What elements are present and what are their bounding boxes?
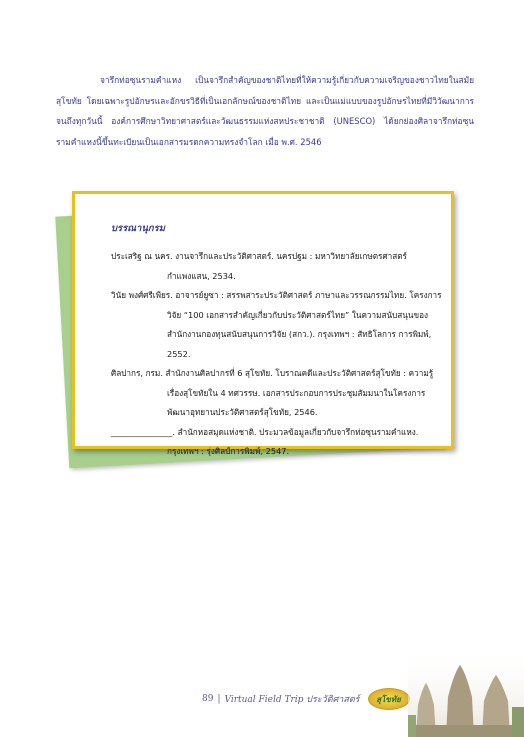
bibliography-entry: _______________. สำนักหอสมุดแห่งชาติ. ประมวลข้อมูลเกี่ยวกับจารึกท่อซุนรามคำแหง. กรุงเทพฯ : รุ่งศิลป์การพิมพ์, 2547. (111, 426, 419, 456)
series-title: Virtual Field Trip ประวัติศาสตร์ (224, 695, 360, 705)
page-number: 89 (202, 694, 214, 704)
footer-separator: | (217, 694, 221, 704)
tree-left (512, 707, 524, 737)
temple-base (408, 725, 524, 737)
temple-ruins-image (408, 645, 524, 737)
sukhothai-badge (368, 688, 410, 710)
badge-label: สุโขทัย (376, 693, 401, 704)
bibliography-title: บรรณานุกรม (111, 223, 165, 234)
page-footer (202, 688, 410, 710)
tree-right (408, 715, 416, 737)
intro-paragraph: จารึกท่อซุนรามคำแหง เป็นจารึกสำคัญของชาติไทยที่ให้ความรู้เกี่ยวกับความเจริญของชาวไทยในสมัยสุโขทัย โดยเฉพาะรูปอักษรและอักขรวิธีที่เป็นเอกลักษณ์ของชาติไทย และเป็นแม่แบบของรูปอักษรไทยที่มีวิวัฒนาการจนถึงทุกวันนี้ องค์การศึกษาวิทยาศาสตร์และวัฒนธรรมแห่งสหประชาชาติ (UNESCO) ได้ยกย่องศิลาจารึกท่อซุนรามคำแหงนี้ขึ้นทะเบียนเป็นเอกสารมรดกความทรงจำโลก เมื่อ พ.ศ. 2546 (56, 75, 474, 147)
bibliography-card (72, 191, 454, 456)
bibliography-entry: ประเสริฐ ณ นคร. งานจารึกและประวัติศาสตร์. นครปฐม : มหาวิทยาลัยเกษตรศาสตร์ กำแพงแสน, 2534. (111, 251, 407, 281)
bibliography-entry: วินัย พงศ์ศรีเพียร. อาจารย์ยูซา : สรรพสาระประวัติศาสตร์ ภาษาและวรรณกรรมไทย. โครงการวิจัย “100 เอกสารสำคัญเกี่ยวกับประวัติศาสตร์ไทย” ในความสนับสนุนของสำนักงานกองทุนสนับสนุนการวิจัย (สกว.). กรุงเทพฯ : สัทธิโลการ การพิมพ์, 2552. (111, 290, 442, 359)
bibliography-entry: ศิลปากร, กรม. สำนักงานศิลปากรที่ 6 สุโขทัย. โบราณคดีและประวัติศาสตร์สุโขทัย : ความรู้เรื่องสุโขทัยใน 4 ทศวรรษ. เอกสารประกอบการประชุมสัมมนาในโครงการพัฒนาอุทยานประวัติศาสตร์สุโขทัย, 2546. (111, 368, 434, 417)
bibliography-list (111, 247, 445, 462)
